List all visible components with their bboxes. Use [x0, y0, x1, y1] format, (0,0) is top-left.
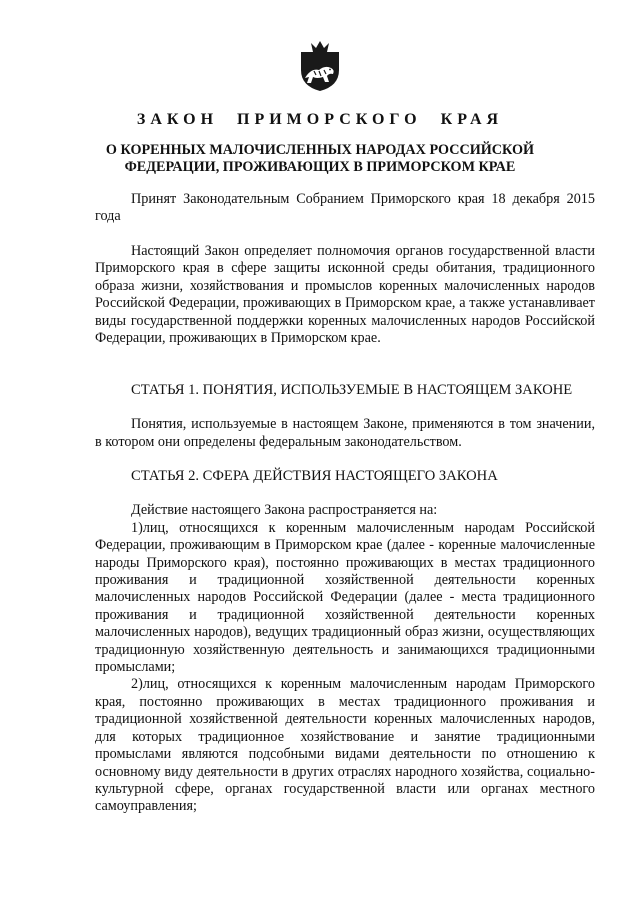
article-2: [95, 468, 595, 816]
article-1-text: Понятия, используемые в настоящем Законе, применяются в том значении, в котором они определены федеральным законодательством.: [95, 416, 595, 450]
article-2-heading: СТАТЬЯ 2. СФЕРА ДЕЙСТВИЯ НАСТОЯЩЕГО ЗАКОНА: [131, 468, 498, 484]
coat-of-arms-icon: [299, 40, 341, 92]
law-subtitle-line: ФЕДЕРАЦИИ, ПРОЖИВАЮЩИХ В ПРИМОРСКОМ КРАЕ: [124, 159, 516, 175]
adoption-statement-block: [95, 191, 595, 226]
preamble-text: Настоящий Закон определяет полномочия органов государственной власти Приморского края в сфере защиты исконной среды обитания, традиционного образа жизни, хозяйствования и промыслов коренных малочисленных народов Российской Федерации, проживающих в Приморском крае, а также устанавливает виды государственной поддержки коренных малочисленных народов Российской Федерации, проживающих в Приморском крае.: [95, 243, 595, 347]
law-title: ЗАКОН ПРИМОРСКОГО КРАЯ: [136, 111, 504, 128]
adoption-statement: Принят Законодательным Собранием Приморского края 18 декабря 2015 года: [95, 191, 595, 225]
article-1-heading: СТАТЬЯ 1. ПОНЯТИЯ, ИСПОЛЬЗУЕМЫЕ В НАСТОЯЩЕМ ЗАКОНЕ: [131, 382, 573, 398]
law-subtitle-line: О КОРЕННЫХ МАЛОЧИСЛЕННЫХ НАРОДАХ РОССИЙСКОЙ: [105, 142, 535, 158]
article-2-item-2: 2)лиц, относящихся к коренным малочисленным народам Приморского края, постоянно проживающих в местах традиционного проживания и традиционной хозяйственной деятельности коренных малочисленных народов, для которых традиционное хозяйствование и занятие традиционными промыслами являются подсобными видами деятельности по отношению к основному виду деятельности в других отраслях народного хозяйства, социально-культурной сфере, органах государственной власти или органах местного самоуправления;: [95, 676, 595, 815]
article-2-intro: Действие настоящего Закона распространяется на:: [131, 502, 438, 519]
preamble-block: [95, 243, 595, 347]
article-2-item-1: 1)лиц, относящихся к коренным малочисленным народам Российской Федерации, проживающим в Приморском крае (далее - коренные малочисленные народы Приморского края), постоянно проживающих в местах традиционного проживания и традиционной хозяйственной деятельности коренных малочисленных народов Российской Федерации (далее - места традиционного проживания и традиционной хозяйственной деятельности коренных малочисленных народов), ведущих традиционный образ жизни, осуществляющих традиционную хозяйственную деятельность и занимающихся традиционными промыслами;: [95, 519, 595, 676]
article-1: [95, 382, 595, 451]
law-subtitle: [60, 142, 580, 176]
